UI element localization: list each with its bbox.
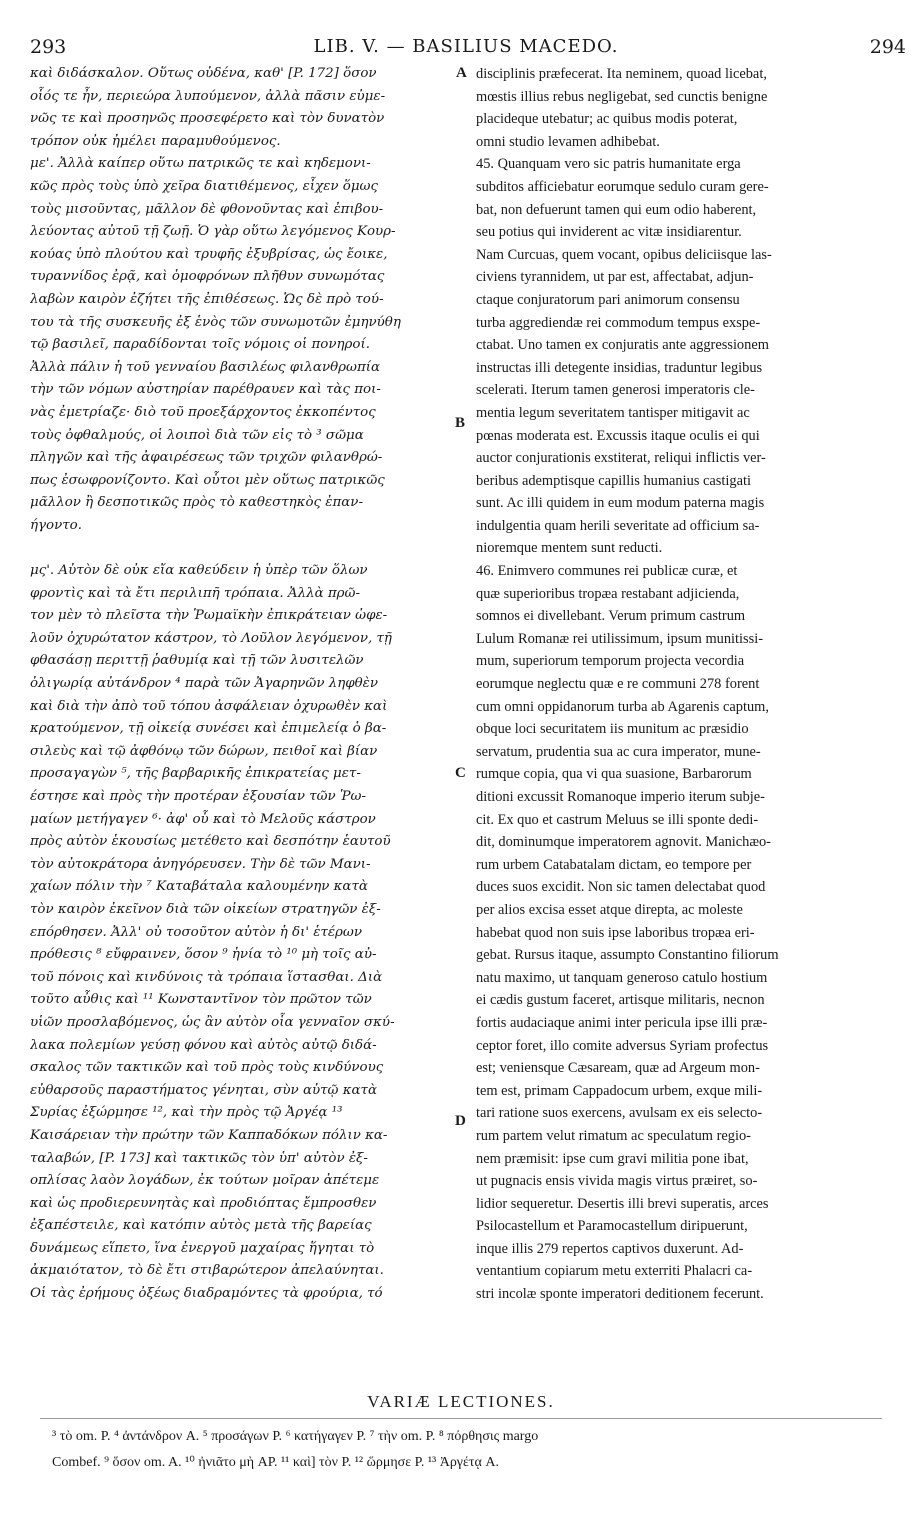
page-number-left: 293 [30,36,67,58]
greek-text-line: λεύοντας αὐτοῦ τῇ ζωῇ. Ὁ γὰρ οὕτω λεγόμενος Κουρ- [30,224,396,240]
greek-text-line: σκαλος τῶν τακτικῶν καὶ τοῦ πρὸς τοὺς κινδύνους [30,1060,384,1076]
greek-text-line: λαβὼν καιρὸν ἐζήτει τῆς ἐπιθέσεως. Ὡς δὲ πρὸ τού- [30,291,384,307]
latin-text-line: auctor conjurationis exstiterat, reliqui inflictis ver- [476,450,766,467]
latin-text-line: obque loci securitatem iis munitum ac præsidio [476,721,749,738]
running-header [22,32,910,62]
latin-text-line: quæ superioribus tropæa restabant adjicienda, [476,585,740,602]
latin-text-line: ctabat. Uno tamen ex conjuratis ante aggressionem [476,337,769,354]
greek-text-line: τρόπον οὐκ ἠμέλει παραμυθούμενος. [30,133,281,149]
latin-text-line: somnos ei divellebant. Verum primum castrum [476,608,746,625]
latin-text-line: Psilocastellum et Paramocastellum diripuerunt, [476,1218,748,1235]
latin-text-line: Nam Curcuas, quem vocant, opibus deliciisque las- [476,246,772,263]
latin-text-line: omni studio levamen adhibebat. [476,133,660,150]
greek-text-line: μς'. Αὐτὸν δὲ οὐκ εἴα καθεύδειν ἡ ὑπὲρ τῶν ὅλων [30,563,368,579]
latin-text-line: gebat. Rursus itaque, assumpto Constantino filiorum [476,947,779,964]
latin-text-line: tem est, primam Cappadocum urbem, exque mili- [476,1082,763,1099]
latin-text-line: servatum, prudentia sua ac cura imperator, mune- [476,743,761,760]
greek-text-line: ταλαβών, [P. 173] καὶ τακτικῶς τὸν ὑπ' αὐτὸν ἐξ- [30,1150,368,1166]
greek-text-line: οἷός τε ἦν, περιεώρα λυπούμενον, ἀλλὰ πᾶσιν εὐμε- [30,88,386,104]
latin-text-line: bat, non defuerunt tamen qui eum odio haberent, [476,201,757,218]
greek-text-line: σιλεὺς καὶ τῷ ἀφθόνῳ τῶν δώρων, πειθοῖ καὶ βίαν [30,743,378,759]
latin-text-line: 46. Enimvero communes rei publicæ curæ, et [476,563,738,580]
greek-text-line: τὸν καιρὸν ἐκεῖνον διὰ τῶν οἰκείων στρατηγῶν ἐξ- [30,901,381,917]
greek-text-line: κρατούμενον, τῇ οἰκείᾳ συνέσει καὶ ἐπιμελείᾳ ὁ βα- [30,721,387,737]
latin-text-line: instructas illi detegente insidias, traduntur legibus [476,359,763,376]
variae-heading: VARIÆ LECTIONES. [367,1392,555,1411]
latin-text-line: ei cædis gustum faceret, artisque militaris, necnon [476,992,765,1009]
margin-letter-c: C [455,765,466,781]
latin-text-line: disciplinis præfecerat. Ita neminem, quoad licebat, [476,66,767,82]
greek-text-line: πως ἐσωφρονίζοντο. Καὶ οὗτοι μὲν οὕτως πατρικῶς [30,472,385,488]
latin-text-line: per alios excisa esset atque direpta, ac moleste [476,901,743,918]
variae-line: ³ τὸ om. P. ⁴ ἀντάνδρον A. ⁵ προσάγων P. ⁶ κατήγαγεν P. ⁷ τὴν om. P. ⁸ πόρθησις margo [52,1429,539,1444]
greek-text-line: Συρίας ἐξώρμησε ¹², καὶ τὴν πρὸς τῷ Ἀργέᾳ ¹³ [30,1105,343,1121]
greek-text-line: τοῦ πόνοις καὶ κινδύνοις τὰ τρόπαια ἵστασθαι. Διὰ [30,969,383,985]
latin-text-line: rum partem velut rimatum ac speculatum regio- [476,1127,751,1144]
greek-text-line: ήγοντο. [30,517,82,533]
latin-text-line: subditos afficiebatur eorumque sedulo curam gere- [476,178,769,195]
greek-text-line: προσαγαγὼν ⁵, τῆς βαρβαρικῆς ἐπικρατείας μετ- [30,766,361,782]
margin-letter-b: B [455,415,466,431]
greek-text-line: έστησε καὶ πρὸς τὴν προτέραν ἐξουσίαν τῶν Ῥω- [30,789,366,804]
latin-text-line: pœnas moderata est. Excussis itaque oculis ei qui [476,427,760,444]
page-number-right: 294 [869,36,906,58]
latin-text-line: mœstis illius rebus negligebat, sed cunctis benigne [476,88,768,105]
greek-text-line: Ἀλλὰ πάλιν ἡ τοῦ γενναίου βασιλέως φιλανθρωπία [30,359,381,375]
latin-text-line: cit. Ex quo et castrum Meluus se illi sponte dedi- [476,811,759,828]
greek-text-line: δυνάμεως εἵπετο, ἵνα ἐνεργοῦ μαχαίρας ἥγηται τὸ [30,1240,375,1256]
latin-text-line: seu potius qui inviderent ac vitæ insidiarentur. [476,224,742,241]
greek-text-line: τὴν τῶν νόμων αὐστηρίαν παρέθραυεν καὶ τὰς ποι- [30,382,381,398]
greek-text-line: του τὰ τῆς συσκευῆς ἐξ ἑνὸς τῶν συνωμοτῶν ἐμηνύθη [30,314,401,330]
greek-text-line: τῷ βασιλεῖ, παραδίδονται τοῖς νόμοις οἱ πονηροί. [30,337,370,353]
greek-text-line: Οἱ τὰς ἐρήμους ὀξέως διαδραμόντες τὰ φρούρια, τό [30,1286,383,1302]
margin-letter-a: A [456,65,467,81]
greek-text-line: τοὺς ὀφθαλμούς, οἱ λοιποὶ διὰ τῶν εἰς τὸ ³ σῶμα [30,427,364,443]
latin-text-line: indulgentia quam herili severitate ad officium sa- [476,517,760,534]
latin-column [476,63,904,1306]
greek-text-line: εὐθαρσοῦς παραστήματος γένηται, σὺν αὐτῷ κατὰ [30,1082,377,1098]
greek-text-line: τυραννίδος ἐρᾷ, καὶ ὁμοφρόνων πλῆθυν συνωμότας [30,269,385,285]
greek-text-line: λακα πολεμίων γεύσῃ φόνου καὶ αὐτὸς αὐτῷ διδά- [30,1037,377,1053]
greek-text-line: Καισάρειαν τὴν πρώτην τῶν Καππαδόκων πόλιν κα- [30,1127,388,1143]
latin-text-line: fortis audaciaque animi inter pericula ipse illi præ- [476,1014,768,1031]
latin-text-line: rum urbem Catabatalam dictam, eo tempore per [476,856,752,873]
latin-text-line: 45. Quanquam vero sic patris humanitate erga [476,156,741,173]
greek-text-line: καὶ διὰ τὴν ἀπὸ τοῦ τόπου ἀσφάλειαν ὀχυρωθὲν καὶ [30,698,388,714]
margin-letter-d: D [455,1113,466,1129]
latin-text-line: ctaque conjuratorum pari animorum consensu [476,291,740,308]
greek-text-line: επόρθησεν. Ἀλλ' οὐ τοσοῦτον αὐτὸν ἡ δι' ἑτέρων [30,924,362,940]
latin-text-line: rumque copia, qua vi qua suasione, Barbarorum [476,766,752,783]
greek-text-line: κῶς πρὸς τοὺς ὑπὸ χεῖρα διατιθέμενος, εἶχεν ὅμως [30,178,378,194]
greek-text-line: νὰς ἐμετρίαζε· διὸ τοῦ προεξάρχοντος ἐκκοπέντος [30,404,376,420]
latin-text-line: nioremque mentem sunt reducti. [476,540,663,557]
greek-text-line: υἱῶν προσλαβόμενος, ὡς ἂν αὐτὸν οἷα γενναῖον σκύ- [30,1014,395,1030]
variae-lectiones [52,1424,892,1476]
latin-text-line: natu maximo, ut tanquam generoso catulo hostium [476,969,768,986]
latin-text-line: turba aggrediendæ rei commodum tempus exspe- [476,314,761,331]
latin-text-line: stri incolæ sponte imperatori deditionem fecerunt. [476,1286,764,1303]
latin-text-line: est; veniensque Cæsaream, quæ ad Argeum mon- [476,1060,760,1077]
greek-text-line: ὀλιγωρίᾳ αὐτάνδρον ⁴ παρὰ τῶν Ἀγαρηνῶν ληφθὲν [30,676,379,692]
divider [40,1418,882,1419]
greek-text-line: τοὺς μισοῦντας, μᾶλλον δὲ φθονοῦντας καὶ ἐπιβου- [30,201,384,217]
latin-text-line: ventantium copiarum metu exterriti Phalacri ca- [476,1263,753,1280]
greek-text-line: τον μὲν τὸ πλεῖστα τὴν Ῥωμαϊκὴν ἐπικράτειαν ὠφε- [30,608,388,624]
greek-text-line: ἐξαπέστειλε, καὶ κατόπιν αὐτὸς μετὰ τῆς βαρείας [30,1218,372,1234]
latin-text-line: placideque utebatur; ac quibus modis poterat, [476,111,738,128]
latin-text-line: nem præmisit: ipse cum gravi militia pone ibat, [476,1150,749,1167]
greek-text-line: με'. Ἀλλὰ καίπερ οὕτω πατρικῶς τε καὶ κηδεμονι- [30,156,371,172]
greek-text-line: κούας ὑπὸ πλούτου καὶ τρυφῆς ἐξυβρίσας, ὡς ἔοικε, [30,246,388,262]
greek-text-line: πρόθεσις ⁸ εὔφραινεν, ὅσον ⁹ ἠνία τὸ ¹⁰ μὴ τοῖς αὐ- [30,947,377,963]
running-title: LIB. V. — BASILIUS MACEDO. [313,36,619,57]
latin-text-line: cum omni oppidanorum turba ab Agarenis captum, [476,698,769,715]
latin-text-line: beribus ademptisque capillis humanius castigati [476,472,751,489]
greek-column [30,63,462,1306]
greek-text-line: καὶ διδάσκαλον. Οὕτως οὐδένα, καθ' [P. 172] ὅσον [30,66,377,81]
latin-text-line: tari ratione suos exercens, avulsam ex eis selecto- [476,1105,763,1122]
latin-text-line: habebat quod non suis ipse laboribus tropæa eri- [476,924,755,941]
greek-text-line: μᾶλλον ἢ δεσποτικῶς πρὸς τὸ καθεστηκὸς ἐπαν- [30,495,363,511]
latin-text-line: civiens tyrannidem, ut par est, affectabat, adjun- [476,269,754,286]
variae-line: Combef. ⁹ ὅσον om. A. ¹⁰ ἠνιᾶτο μὴ AP. ¹¹ καὶ] τὸν P. ¹² ὥρμησε P. ¹³ Ἀργέτᾳ A. [52,1455,499,1470]
greek-text-line: καὶ ὡς προδιερευνητὰς καὶ προδιόπτας ἔμπροσθεν [30,1195,377,1211]
latin-text-line: mentia legum severitatem tantisper mitigavit ac [476,404,750,421]
greek-text-line: οπλίσας λαὸν λογάδων, ἐκ τούτων μοῖραν ἀπέτεμε [30,1173,380,1189]
greek-text-line [30,537,462,560]
latin-text-line: inque illis 279 repertos captivos duxerunt. Ad- [476,1240,744,1257]
latin-text-line: duces suos excidit. Non sic tamen delectabat quod [476,879,766,896]
greek-text-line: πρὸς αὐτὸν ἑκουσίως μετέθετο καὶ δεσπότην ἑαυτοῦ [30,834,391,850]
latin-text-line: ceptor foret, illo comite adversus Syriam profectus [476,1037,769,1054]
latin-text-line: lidior sequeretur. Desertis illi brevi superatis, arces [476,1195,769,1212]
latin-text-line: Lulum Romanæ rei utilissimum, ipsum munitissi- [476,630,764,647]
greek-text-line: τὸν αὐτοκράτορα ἀνηγόρευσεν. Τὴν δὲ τῶν Μανι- [30,856,371,872]
greek-text-line: νῶς τε καὶ προσηνῶς προσεφέρετο καὶ τὸν δυνατὸν [30,111,385,127]
greek-text-line: ἀκμαιότατον, τὸ δὲ ἔτι στιβαρώτερον ἀπελαύνηται. [30,1263,384,1279]
latin-text-line: ut pugnacis ensis vivida magis virtus præiret, so- [476,1173,758,1190]
latin-text-line: ditioni excussit Romanoque imperio iterum subje- [476,789,765,805]
latin-text-line: sunt. Ac illi quidem in eum modum paterna magis [476,495,765,512]
latin-text-line: eorumque neglectu quæ e re communi 278 forent [476,676,760,693]
latin-text-line: mum, superiorum temporum projecta vecordia [476,653,745,670]
greek-text-line: πληγῶν καὶ τῆς ἀφαιρέσεως τῶν τριχῶν φιλανθρώ- [30,450,383,466]
greek-text-line: χαίων πόλιν τὴν ⁷ Καταβάταλα καλουμένην κατὰ [30,879,368,895]
greek-text-line: μαίων μετήγαγεν ⁶· ἀφ' οὗ καὶ τὸ Μελοῦς κάστρον [30,811,376,827]
greek-text-line: φθασάσῃ περιττῇ ῥαθυμίᾳ καὶ τῇ τῶν λυσιτελῶν [30,653,364,669]
latin-text-line: dit, dominumque imperatorem agnovit. Manichæo- [476,834,771,851]
latin-text-line: scelerati. Iterum tamen generosi imperatoris cle- [476,382,755,399]
greek-text-line: φροντὶς καὶ τὰ ἔτι περιλιπῆ τρόπαια. Ἀλλὰ πρῶ- [30,585,360,601]
greek-text-line: λοῦν ὀχυρώτατον κάστρον, τὸ Λοῦλον λεγόμενον, τῇ [30,630,392,646]
greek-text-line: τοῦτο αὖθις καὶ ¹¹ Κωνσταντῖνον τὸν πρῶτον τῶν [30,992,372,1008]
